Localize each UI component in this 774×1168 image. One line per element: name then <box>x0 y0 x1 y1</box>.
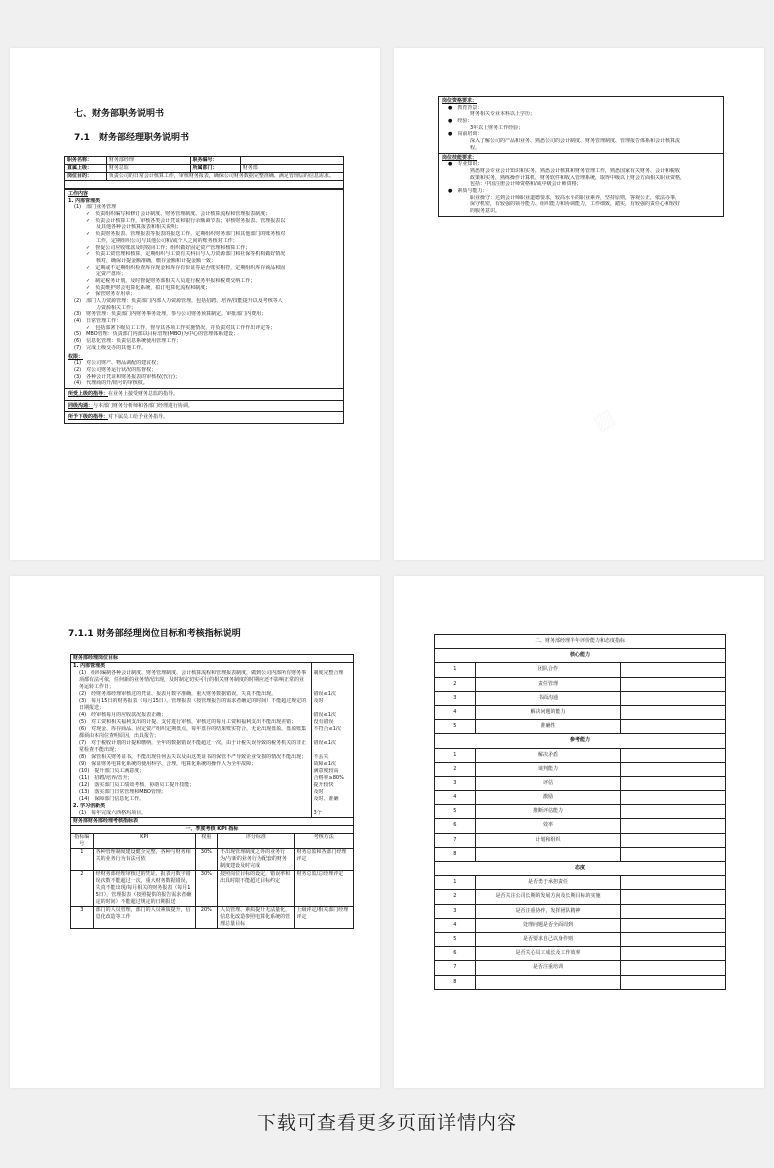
row-number: 5 <box>435 932 476 946</box>
receive-text: 在业务上接受财务总监的指导。 <box>108 390 179 397</box>
ability-row <box>435 805 726 819</box>
section-heading: 七、财务部职务说明书 <box>74 109 165 119</box>
text-line: ✓ 负责组织编写和修订会计制度、财务管理制度、会计核算流程和管理报表制度； <box>86 211 271 218</box>
doc-page-2 <box>394 48 764 560</box>
goal-result: 及时 <box>311 789 353 796</box>
row-label: 效率 <box>475 819 621 833</box>
page-heading: 7.1.1 财务部经理岗位目标和考核指标说明 <box>68 629 241 639</box>
goal-kpi-table <box>70 654 354 929</box>
coop-label: 同级沟通： <box>68 402 94 409</box>
goal-row <box>71 782 354 789</box>
ability-row <box>435 663 726 677</box>
row-score <box>621 876 726 890</box>
att-title: 态度 <box>435 862 726 876</box>
ability-row <box>435 791 726 805</box>
receive-label: 所受上级的指导： <box>68 390 109 397</box>
row-score <box>621 819 726 833</box>
goal-text: (1) 组织编制各种会计制度、财务管理制度、会计核算流程和管理报表制度，做到公司内部所有财务事项都有法可依，任何新的业务情况出现，及时制定切实可行的相关财务制度的时期应还不影响正常的业务运转工作日； <box>71 670 312 691</box>
info-value <box>240 157 343 165</box>
work-title: 工作内容 <box>68 191 89 197</box>
row-score <box>621 705 726 719</box>
row-label: 团队合作 <box>475 663 621 677</box>
ability-attitude-table <box>434 634 726 990</box>
text-line: 财务相关专业本科以上学历； <box>470 111 536 118</box>
goal-text: (4) 经审核每月的应收款况报表正确； <box>71 712 312 719</box>
ability-row <box>435 904 726 918</box>
kpi-cell: 财务总监和各部门经理评定 <box>294 849 353 871</box>
goal-result: 没有错误 <box>311 719 353 726</box>
text-line: (6) 信息化管理：负责信息系统使用管理工作； <box>74 338 182 345</box>
text-line: ✓ 负责财务报表、管理报表等报表的报送工作，定期组织财务部门和其他部门的账务核对 <box>86 231 286 238</box>
row-score <box>621 805 726 819</box>
col-header: 评分标准 <box>218 834 294 849</box>
kpi-cell: 3 <box>71 907 94 929</box>
kpi-cell: 上级评定/相关部门经理评定 <box>294 907 353 929</box>
row-score <box>621 947 726 961</box>
kpi-row <box>71 849 354 871</box>
row-number: 5 <box>435 805 476 819</box>
col-header: 权重 <box>195 834 218 849</box>
footer-text: 下载可查看更多页面详情内容 <box>256 1112 517 1134</box>
skill-box <box>438 154 724 217</box>
text-line: 及其他各种会计核算报表和相关说明； <box>96 224 182 231</box>
text-line: (2) 部门人力资源管理：负责部门内部人力资源管理，包括招聘、培养/技能提升以及考核等人 <box>74 298 283 305</box>
kpi-cell: 财务总监/总经理评定 <box>294 871 353 907</box>
row-number: 8 <box>435 847 476 861</box>
text-line: 的服务意识。 <box>470 208 501 215</box>
goal-text: (11) 招聘/培养/晋升； <box>71 775 312 782</box>
goal-text: (5) 对工资和相关福利支出的计提、支付进行审核，审核过的每月工资和福利支出不能出现差错； <box>71 719 312 726</box>
goal-title: 财务部经理岗位目标 <box>71 655 354 663</box>
goal-result: 故障≤1次 <box>311 761 353 768</box>
goal-result <box>311 663 353 671</box>
receive-box <box>64 389 344 401</box>
kpi-cell: 不出现管理制度之外的业务行为/与新的业务行为配套的财务制度建设及时完成 <box>218 849 294 871</box>
row-number: 3 <box>435 691 476 705</box>
text-line: (3) 财务管理：负责部门内财务事务处理，参与公司财务预算制定，审批部门内费用； <box>74 311 267 318</box>
kpi-cell: 按照岗位目标的设定，错误率和出具时限不能超过目标约定 <box>218 871 294 907</box>
text-line: ✓ 定期或不定期组织检查库存现金和库存有价证券是否账实相符，定期组织库存商品和固 <box>86 264 286 271</box>
power-item: (1) 对公司财产、物品调配的建议权； <box>74 360 162 367</box>
row-score <box>621 677 726 691</box>
row-number: 3 <box>435 904 476 918</box>
goal-result: 制度完整合理 <box>311 670 353 691</box>
goal-result: 满意度较高 <box>311 768 353 775</box>
row-number: 8 <box>435 975 476 989</box>
text-line: ● 岗前培训： <box>448 131 483 138</box>
qualification-table <box>438 96 724 217</box>
kpi-cell: 部门的人员管理，部门的人员素质提升，信息化改造等工作 <box>93 907 195 929</box>
table-title: 二、财务部经理半年评价能力和态度指标 <box>435 635 726 649</box>
row-label: 是否关注公司长期的发展方向及长期目标的实施 <box>475 890 621 904</box>
row-score <box>621 762 726 776</box>
info-row <box>65 165 344 173</box>
goal-row <box>71 691 354 698</box>
ability-row <box>435 819 726 833</box>
row-label: 推断评估能力 <box>475 805 621 819</box>
coop-text: 与本部门财务分析师和各部门经理进行协调。 <box>93 402 194 409</box>
kpi-cell: 2 <box>71 871 94 907</box>
goal-row <box>71 698 354 712</box>
info-row <box>65 157 344 165</box>
text-line: ✓ 制定税务计划，及时督促财务部相关人员进行税务申报和税费交纳工作； <box>86 277 256 284</box>
col-header: 考核方法 <box>294 834 353 849</box>
goal-row <box>71 810 354 818</box>
kpi-subtitle: 一、季度考核 KPI 指标 <box>71 826 354 834</box>
text-line: ✓ 负责会计核算工作，审核各类会计凭证和银行余额调节表；审核财务报表、管理报表以 <box>86 217 286 224</box>
row-label: 谈判能力 <box>475 762 621 776</box>
info-value: 财务部 <box>240 165 343 173</box>
qual-list <box>442 105 720 152</box>
kpi-cell: 30% <box>195 849 218 871</box>
coop-box <box>64 401 344 413</box>
work-list <box>68 198 340 352</box>
ability-row <box>435 705 726 719</box>
kpi-cell: 20% <box>195 907 218 929</box>
text-line: 程。 <box>470 144 481 151</box>
power-item: (2) 对公司财务运行状况的监督权； <box>74 366 157 373</box>
text-line: ✓ 督促公司应收账款及时收回工作；组织做好固定资产管理和核算工作； <box>86 244 251 251</box>
row-label <box>475 975 621 989</box>
row-score <box>621 663 726 677</box>
ability-row <box>435 691 726 705</box>
doc-page-3 <box>10 576 380 1088</box>
row-score <box>621 961 726 975</box>
work-content-box <box>64 189 344 389</box>
row-score <box>621 904 726 918</box>
goal-row <box>71 754 354 761</box>
text-line: 熟悉财会专业会计知识和实务，熟悉会计核算和财务管理工作，熟悉国家有关财务、会计和税收 <box>470 167 681 174</box>
text-line: 力资源相关工作； <box>96 304 137 311</box>
text-line: 1. 内部管理类 <box>68 197 101 204</box>
goal-row <box>71 789 354 796</box>
core-title: 核心能力 <box>435 649 726 663</box>
row-label <box>475 847 621 861</box>
kpi-title: 财务部财务部经理考核指标表 <box>71 818 354 826</box>
info-label: 直属上级： <box>65 165 107 173</box>
job-description-table <box>64 156 344 424</box>
text-line: 包括：中国注册会计师资格和/或中级会计师资格； <box>470 181 582 188</box>
row-number: 2 <box>435 890 476 904</box>
goal-text: (9) 保证财务电算化系统的使用科学、合理，电算化系统的操作人为全年故障； <box>71 761 312 768</box>
goal-text: (7) 对于税收计划的计提和缴纳，全年的数据错误不能超过一次，由于计税失误导致的税务机关的非正常检查不能出现； <box>71 740 312 754</box>
row-score <box>621 791 726 805</box>
kpi-row <box>71 907 354 929</box>
row-score <box>621 890 726 904</box>
info-label: 职务名称： <box>65 157 107 165</box>
kpi-cell: 经财务部经理审核过的凭证、报表月数字错误次数不能超过一次，重大财务数据错误、失真不能出现/每月相关的财务报表（每月15日），管理报表（按照提供的报告需求者确定的时间）不能超过规定的日期报送 <box>93 871 195 907</box>
goal-row <box>71 775 354 782</box>
row-number: 1 <box>435 748 476 762</box>
goal-text: (2) 经财务部经理审核过的凭证、报表月数字准确，重大财务数据错误，失真不能出现。 <box>71 691 312 698</box>
row-score <box>621 748 726 762</box>
duty-text: 负责公司的日常会计核算工作，审核财务报表，确保公司财务数据完整准确、满足管理层的信息需求。 <box>106 173 343 181</box>
goal-result: 错误≤1次 <box>311 740 353 754</box>
row-number: 7 <box>435 833 476 847</box>
goal-row <box>71 670 354 691</box>
power-item: (3) 各种会计凭证和财务报表的审核权(代行)； <box>74 373 180 380</box>
col-header: 指标编号 <box>71 834 94 849</box>
duty-row <box>65 173 344 181</box>
ability-row <box>435 677 726 691</box>
doc-page-1 <box>10 48 380 560</box>
goal-result: 3个 <box>311 810 353 818</box>
row-number: 6 <box>435 819 476 833</box>
ability-row <box>435 918 726 932</box>
info-label: 职务编号： <box>190 157 240 165</box>
goal-text: (10) 提升部门员工满意度； <box>71 768 312 775</box>
ability-row <box>435 876 726 890</box>
qualification-box <box>438 96 724 154</box>
row-score <box>621 932 726 946</box>
text-line: ● 素质与能力： <box>448 187 488 194</box>
duty-label: 岗位目的： <box>65 173 107 181</box>
text-line: 工作，定期组织公司与其他公司和/或个人之间的账务核对工作； <box>96 237 238 244</box>
ability-row <box>435 975 726 989</box>
row-number: 1 <box>435 663 476 677</box>
ability-row <box>435 833 726 847</box>
text-line: 深入了解公司的产品和业务、熟悉公司的会计制度、财务管理制度、管理报告体系和会计核算流 <box>470 138 681 145</box>
ability-row <box>435 932 726 946</box>
ability-row <box>435 762 726 776</box>
info-label: 所属部门： <box>190 165 240 173</box>
goal-row <box>71 803 354 810</box>
row-score <box>621 847 726 861</box>
text-line: 政策和实务，熟练操作计算机，财务软件和收入管理系统，取得中级以上财会方面相关职业资格， <box>470 174 686 181</box>
goal-text: (14) 保障部门信息化工作。 <box>71 796 312 803</box>
goal-row <box>71 712 354 719</box>
text-line: (5) MBO管理：负责部门内部以目标管理(MBO)为中心的管理体系建设； <box>74 331 239 338</box>
goal-text: (1) 每年完成六西格玛项目。 <box>71 810 312 818</box>
goal-result: 不符合≤1次 <box>311 726 353 740</box>
ref-title: 参考能力 <box>435 734 726 748</box>
goal-row <box>71 740 354 754</box>
goal-result: 及时 <box>311 698 353 712</box>
row-number: 2 <box>435 762 476 776</box>
row-label: 责任管理 <box>475 677 621 691</box>
goal-result: 提升较快 <box>311 782 353 789</box>
text-line: 职业操守：达到会计师职业道德要求，较高水平的职业素养，坚持原则，客观公正，依法办事， <box>470 194 681 201</box>
goal-result: 错误≤1次 <box>311 712 353 719</box>
ability-row <box>435 847 726 861</box>
goal-text: (12) 落实部门员工绩效考核，协助员工提升技能； <box>71 782 312 789</box>
row-label: 书面沟通 <box>475 691 621 705</box>
goal-result: 错误≤1次 <box>311 691 353 698</box>
text-line: 定资产盘库； <box>96 271 127 278</box>
doc-page-4 <box>394 576 764 1088</box>
row-number: 4 <box>435 918 476 932</box>
goal-text: (3) 每月15日的财务报表（每月15日）、管理报表（按管理报告的需求者确定的时间）不能超过规定的日期报送； <box>71 698 312 712</box>
row-score <box>621 720 726 734</box>
goal-row <box>71 761 354 768</box>
ability-row <box>435 776 726 790</box>
ability-row <box>435 947 726 961</box>
goal-text: 1. 内部管理类 <box>71 663 312 671</box>
row-number: 4 <box>435 705 476 719</box>
row-score <box>621 833 726 847</box>
subsection-heading: 7.1 财务部经理职务说明书 <box>74 133 189 143</box>
row-number: 3 <box>435 776 476 790</box>
text-line: ● 专业知识： <box>448 161 483 168</box>
row-number: 5 <box>435 720 476 734</box>
info-value: 财务总监 <box>106 165 190 173</box>
goal-result: 及时、准确 <box>311 796 353 803</box>
row-label: 激励 <box>475 791 621 805</box>
give-text: 对下属员工给予业务指导。 <box>108 414 169 421</box>
text-line: (7) 完成上级交办的其他工作。 <box>74 344 147 351</box>
skill-list <box>442 161 720 215</box>
goal-row <box>71 726 354 740</box>
ability-row <box>435 748 726 762</box>
row-label: 是否要求自己以身作则 <box>475 932 621 946</box>
text-line: 核对，确保计提金额准确，缴存金额和计提金额一致； <box>96 257 217 264</box>
row-label: 是否注重培训 <box>475 961 621 975</box>
row-label: 准确性 <box>475 720 621 734</box>
goal-text: 2. 学习创新类 <box>71 803 312 810</box>
goal-result: 不丢失 <box>311 754 353 761</box>
kpi-cell: 各种管理制度建设健全完整，各种与财务相关的业务行为有法可依 <box>93 849 195 871</box>
goal-row <box>71 768 354 775</box>
give-label: 所予下级的指导： <box>68 414 109 421</box>
text-line: ✓ 负责维护财会电算化系统，拟订电算化流程和制度； <box>86 284 211 291</box>
row-label: 是否勇于承担责任 <box>475 876 621 890</box>
kpi-cell: 1 <box>71 849 94 871</box>
text-line: ● 教育背景： <box>448 104 483 111</box>
ability-row <box>435 720 726 734</box>
col-header: KPI <box>93 834 195 849</box>
power-list <box>68 360 340 387</box>
kpi-header-row <box>71 834 354 849</box>
text-line: (1) 部门业务管理 <box>74 204 117 211</box>
row-score <box>621 975 726 989</box>
give-box <box>64 412 344 424</box>
text-line: ✓ 负责工资管理和核算，定期组织与工资有关科目与人力资源部门和社保等机构做好情况 <box>86 251 286 258</box>
text-line: 保守机密，有较强的领导能力、组织能力和协调能力，工作细致，踏实，有较强的责任心和较好 <box>470 201 681 208</box>
text-line: 3年以上财务工作经验； <box>470 124 524 131</box>
row-label: 解决矛盾 <box>475 748 621 762</box>
text-line: ✓ 保管财务专用章； <box>86 291 136 298</box>
kpi-cell: 30% <box>195 871 218 907</box>
goal-text: (6) 对现金、库存商品、固定资产组织定期盘点，每年盘存的结果账实符合，无论出现盘盈，盘盈账集都须由本岗位查明原因，出具报告； <box>71 726 312 740</box>
info-value: 财务部经理 <box>106 157 190 165</box>
skill-title: 岗位技能要求： <box>442 154 478 161</box>
kpi-row <box>71 871 354 907</box>
text-line: ✓ 包括部署下级员工工作，督导其各项工作实施情况，并负责对其工作作出评定等； <box>86 324 276 331</box>
row-number: 2 <box>435 677 476 691</box>
row-number: 1 <box>435 876 476 890</box>
row-label: 处理问题是否全面周到 <box>475 918 621 932</box>
goal-text: (8) 保管相关财务证书，不能出现任何丢失以及由这类证书的保管不严导致企业受损的情况不能出现； <box>71 754 312 761</box>
row-number: 7 <box>435 961 476 975</box>
row-label: 评估 <box>475 776 621 790</box>
goal-row <box>71 663 354 671</box>
goal-text: (13) 落实部门日常管理和MBO管理； <box>71 789 312 796</box>
row-number: 6 <box>435 947 476 961</box>
row-label: 计划和组织 <box>475 833 621 847</box>
ability-row <box>435 890 726 904</box>
goal-row <box>71 719 354 726</box>
goal-row <box>71 796 354 803</box>
qual-title: 岗位资格要求： <box>442 98 478 104</box>
row-score <box>621 918 726 932</box>
goal-result: 合格率≥80% <box>311 775 353 782</box>
row-label: 解决问题的能力 <box>475 705 621 719</box>
watermark <box>589 404 620 436</box>
ability-row <box>435 961 726 975</box>
goal-result <box>311 803 353 810</box>
row-score <box>621 776 726 790</box>
row-number: 4 <box>435 791 476 805</box>
power-title: 权限： <box>68 353 84 360</box>
kpi-cell: 人员管理、素质提升无法量化，信息化改造参照电算化系统的管理总量目标 <box>218 907 294 929</box>
text-line: (4) 日常管理工作： <box>74 318 122 325</box>
row-score <box>621 691 726 705</box>
row-label: 是否关心员工成长及工作效率 <box>475 947 621 961</box>
row-label: 是否注重协作，发挥团队精神 <box>475 904 621 918</box>
text-line: ● 经验： <box>448 118 473 125</box>
power-item: (4) 代理商的开/销号的审核权。 <box>74 380 148 387</box>
